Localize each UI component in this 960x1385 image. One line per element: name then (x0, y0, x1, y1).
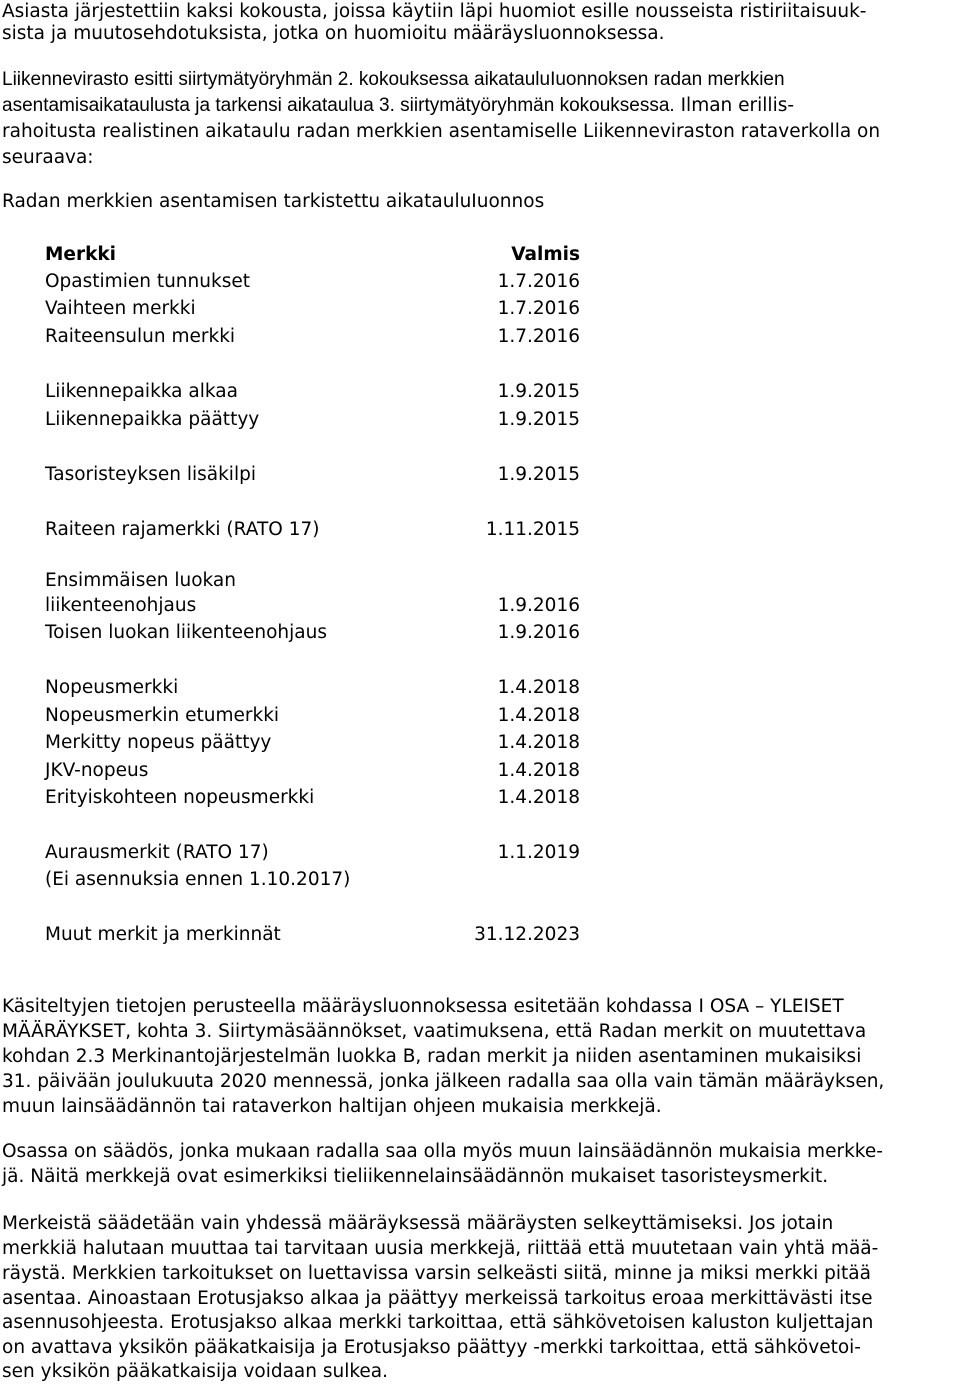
intro-p2-line-3: rahoitusta realistinen aikataulu radan merkkien asentamiselle Liikenneviraston rataverkolla on (2, 121, 881, 142)
table-row-sign: Erityiskohteen nopeusmerkki (45, 787, 315, 808)
body-p5-line-3: räystä. Merkkien tarkoitukset on luettavissa varsin selkeästi siitä, minne ja miksi merkki pitää (2, 1263, 871, 1284)
table-row-sign: Opastimien tunnukset (45, 271, 250, 292)
body-p4-line-2: jä. Näitä merkkejä ovat esimerkiksi tieliikennelainsäädännön mukaiset tasoristeysmerkit. (2, 1166, 829, 1187)
table-row-date: 1.7.2016 (497, 271, 580, 292)
table-row-date: 1.9.2015 (497, 409, 580, 430)
table-row-date: 1.9.2016 (497, 622, 580, 643)
body-p5-line-1: Merkeistä säädetään vain yhdessä määräyksessä määräysten selkeyttämiseksi. Jos jotain (2, 1213, 834, 1234)
table-row-sign: Muut merkit ja merkinnät (45, 924, 281, 945)
table-row-sign: Ensimmäisen luokan (45, 570, 236, 591)
table-row-sign: Liikennepaikka päättyy (45, 409, 260, 430)
table-row-date: 1.1.2019 (497, 842, 580, 863)
table-row-sign: JKV-nopeus (45, 760, 149, 781)
intro-p2-line-2-tail: Ilman erillis- (674, 95, 795, 116)
table-row-date: 1.11.2015 (485, 519, 580, 540)
body-p3-line-1: Käsiteltyjen tietojen perusteella määräysluonnoksessa esitetään kohdassa I OSA – YLEISET (2, 996, 844, 1017)
table-row-date: 31.12.2023 (474, 924, 580, 945)
table-row-date: 1.4.2018 (497, 677, 580, 698)
table-row-sign: Nopeusmerkin etumerkki (45, 705, 280, 726)
table-row-sign: liikenteenohjaus (45, 595, 197, 616)
intro-p2-line-2-part: asentamisaikataulusta ja tarkensi aikataulua 3. siirtymätyöryhmän kokouksessa. (2, 95, 675, 116)
body-p4-line-1: Osassa on säädös, jonka mukaan radalla saa olla myös muun lainsäädännön mukaisia merkke- (2, 1141, 883, 1162)
table-row-sign: Tasoristeyksen lisäkilpi (45, 464, 256, 485)
table-row-date: 1.4.2018 (497, 760, 580, 781)
table-row-sign: Raiteensulun merkki (45, 326, 236, 347)
table-row-sign: (Ei asennuksia ennen 1.10.2017) (45, 869, 351, 890)
table-row-sign: Liikennepaikka alkaa (45, 381, 238, 402)
body-p3-line-3: kohdan 2.3 Merkinantojärjestelmän luokka B, radan merkit ja niiden asentaminen mukaisiksi (2, 1046, 862, 1067)
table-row-date: 1.4.2018 (497, 705, 580, 726)
intro-p1-line-2: sista ja muutosehdotuksista, jotka on huomioitu määräysluonnoksessa. (2, 23, 665, 44)
table-row-date: 1.7.2016 (497, 326, 580, 347)
table-row-sign: Raiteen rajamerkki (RATO 17) (45, 519, 320, 540)
table-row-sign: Aurausmerkit (RATO 17) (45, 842, 269, 863)
body-p5-line-5: asennusohjeesta. Erotusjakso alkaa merkki tarkoittaa, että sähkövetoisen kaluston kuljettajan (2, 1312, 874, 1333)
table-row-date: 1.7.2016 (497, 298, 580, 319)
body-p5-line-4: asentaa. Ainoastaan Erotusjakso alkaa ja päättyy merkeissä tarkoitus eroaa merkittävästi itse (2, 1288, 873, 1309)
table-row-date: 1.4.2018 (497, 787, 580, 808)
schedule-header-ready: Valmis (511, 244, 580, 265)
table-row-sign: Nopeusmerkki (45, 677, 179, 698)
body-p5-line-2: merkkiä halutaan muuttaa tai tarvitaan uusia merkkejä, riittää että muutetaan vain yhtä mää- (2, 1238, 879, 1259)
intro-p1-line-1: Asiasta järjestettiin kaksi kokousta, joissa käytiin läpi huomiot esille nousseista ristiriitaisuuk- (2, 1, 867, 22)
table-row-date: 1.9.2015 (497, 464, 580, 485)
table-row-date: 1.9.2015 (497, 381, 580, 402)
table-row-date: 1.4.2018 (497, 732, 580, 753)
body-p3-line-5: muun lainsäädännön tai rataverkon haltijan ohjeen mukaisia merkkejä. (2, 1096, 662, 1117)
body-p3-line-4: 31. päivään joulukuuta 2020 mennessä, jonka jälkeen radalla saa olla vain tämän määräyksen, (2, 1071, 885, 1092)
table-row-sign: Toisen luokan liikenteenohjaus (45, 622, 327, 643)
table-row-sign: Vaihteen merkki (45, 298, 196, 319)
table-row-date: 1.9.2016 (497, 595, 580, 616)
intro-p2-line-4: seuraava: (2, 147, 94, 168)
schedule-title: Radan merkkien asentamisen tarkistettu aikatauluIuonnos (2, 191, 545, 212)
body-p5-line-7: sen yksikön pääkatkaisija voidaan sulkea. (2, 1361, 389, 1382)
body-p3-line-2: MÄÄRÄYKSET, kohta 3. Siirtymäsäännökset, vaatimuksena, että Radan merkit on muutettava (2, 1021, 867, 1042)
table-row-sign: Merkitty nopeus päättyy (45, 732, 272, 753)
schedule-header-sign: Merkki (45, 244, 117, 265)
intro-p2-line-1: Liikennevirasto esitti siirtymätyöryhmän 2. kokouksessa aikatauluIuonnoksen radan merkkien (2, 69, 785, 90)
body-p5-line-6: on avattava yksikön pääkatkaisija ja Erotusjakso päättyy -merkki tarkoittaa, että sähkövetoi- (2, 1337, 861, 1358)
intro-p2-line-2 (2, 94, 794, 118)
